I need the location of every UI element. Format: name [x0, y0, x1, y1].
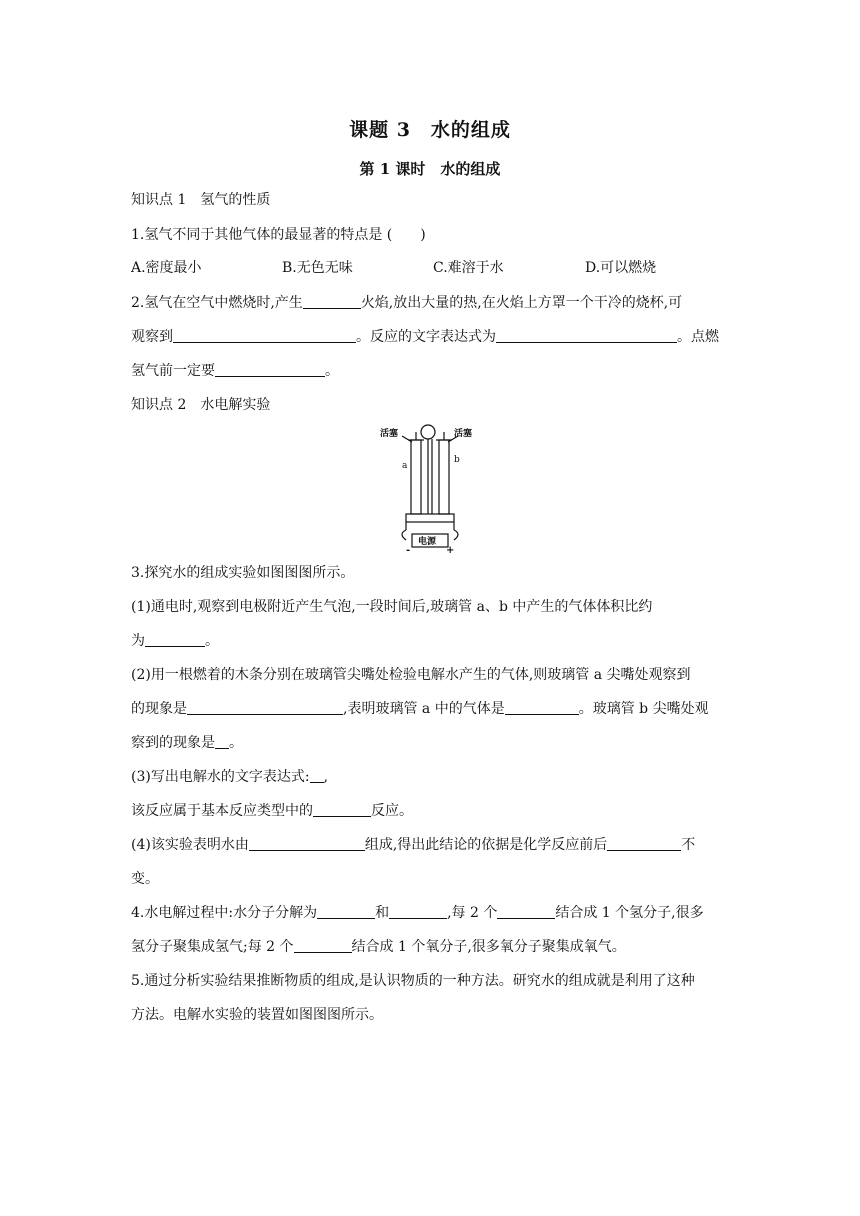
figure-label-tube-b: b — [454, 455, 460, 465]
q3-text: 不 — [681, 837, 696, 853]
answer-blank[interactable] — [505, 700, 579, 715]
answer-blank[interactable] — [313, 802, 371, 817]
q3-text: , — [323, 769, 329, 785]
apparatus-drawing — [402, 425, 458, 547]
q4-text: 结合成 1 个氢分子,很多 — [555, 905, 704, 921]
q2-text: 观察到 — [131, 329, 173, 345]
question-3-stem: 3.探究水的组成实验如图图图所示。 — [131, 565, 355, 581]
q3-text: 察到的现象是 — [131, 735, 215, 751]
answer-blank[interactable] — [249, 836, 365, 851]
q3-part-2-line-3 — [131, 734, 243, 752]
q4-text: 和 — [375, 905, 390, 921]
answer-blank[interactable] — [317, 904, 375, 919]
q3-text: 。玻璃管 b 尖嘴处观 — [578, 701, 709, 717]
question-5-line-2: 方法。电解水实验的装置如图图图所示。 — [131, 1007, 383, 1023]
question-2-line-3 — [131, 362, 339, 380]
q1-option-c: C.难溶于水 — [433, 260, 504, 276]
answer-blank[interactable] — [389, 904, 447, 919]
page-title: 课题 3 水的组成 — [349, 119, 511, 141]
answer-blank[interactable] — [310, 768, 324, 783]
q3-part-1-line-2 — [131, 632, 219, 650]
q4-text: 4.水电解过程中:水分子分解为 — [131, 905, 318, 921]
section-heading-hydrogen: 知识点 1 氢气的性质 — [131, 192, 271, 208]
page-subtitle: 第 1 课时 水的组成 — [359, 160, 501, 178]
q1-option-a: A.密度最小 — [131, 260, 202, 276]
answer-blank[interactable] — [607, 836, 681, 851]
q2-text: 氢气前一定要 — [131, 363, 215, 379]
q3-text: 。 — [229, 735, 243, 751]
q2-text: 。 — [325, 363, 339, 379]
figure-label-stopcock-left: 活塞 — [380, 429, 399, 439]
answer-blank[interactable] — [187, 700, 343, 715]
q3-text: 。 — [205, 633, 219, 649]
q3-text: (3)写出电解水的文字表达式: — [131, 769, 310, 785]
q3-part-1-line-1: (1)通电时,观察到电极附近产生气泡,一段时间后,玻璃管 a、b 中产生的气体体积比约 — [131, 599, 653, 615]
q3-part-2-line-1: (2)用一根燃着的木条分别在玻璃管尖嘴处检验电解水产生的气体,则玻璃管 a 尖嘴处观察到 — [131, 667, 691, 683]
figure-label-tube-a: a — [402, 461, 408, 471]
electrolysis-apparatus-figure — [376, 422, 476, 554]
q4-text: 氢分子聚集成氢气;每 2 个 — [131, 939, 294, 955]
q2-text: 2.氢气在空气中燃烧时,产生 — [131, 295, 303, 311]
figure-label-negative: - — [406, 545, 411, 554]
q2-text: 火焰,放出大量的热,在火焰上方罩一个干冷的烧杯,可 — [360, 295, 683, 311]
q3-text: 的现象是 — [131, 701, 187, 717]
q3-part-4-line-1 — [131, 836, 695, 854]
figure-label-stopcock-right: 活塞 — [454, 429, 473, 439]
q4-text: 结合成 1 个氧分子,很多氧分子聚集成氧气。 — [351, 939, 626, 955]
q3-part-2-line-2 — [131, 700, 709, 718]
q3-text: ,表明玻璃管 a 中的气体是 — [343, 701, 505, 717]
figure-label-positive: + — [446, 545, 455, 554]
q3-part-3-line-2 — [131, 802, 413, 820]
q2-text: 。反应的文字表达式为 — [356, 329, 496, 345]
q3-text: 为 — [131, 633, 145, 649]
question-4-line-2 — [131, 938, 626, 956]
answer-blank[interactable] — [497, 904, 555, 919]
answer-blank[interactable] — [215, 362, 325, 377]
q1-option-d: D.可以燃烧 — [585, 260, 657, 276]
section-heading-electrolysis: 知识点 2 水电解实验 — [131, 397, 271, 413]
q2-text: 。点燃 — [677, 329, 719, 345]
q3-text: 反应。 — [371, 803, 413, 819]
question-4-line-1 — [131, 904, 704, 922]
q3-text: 该反应属于基本反应类型中的 — [131, 803, 313, 819]
q3-text: 组成,得出此结论的依据是化学反应前后 — [364, 837, 608, 853]
answer-blank[interactable] — [145, 632, 205, 647]
question-1-stem: 1.氢气不同于其他气体的最显著的特点是 ( ) — [131, 227, 426, 243]
answer-blank[interactable] — [303, 294, 361, 309]
q4-text: ,每 2 个 — [447, 905, 498, 921]
q1-option-b: B.无色无味 — [282, 260, 353, 276]
answer-blank[interactable] — [294, 938, 352, 953]
answer-blank[interactable] — [173, 328, 356, 343]
q3-part-3-line-1 — [131, 768, 328, 786]
question-2-line-1 — [131, 294, 682, 312]
q3-part-4-line-2: 变。 — [131, 871, 159, 887]
q3-text: (4)该实验表明水由 — [131, 837, 249, 853]
figure-label-power: 电源 — [418, 537, 437, 547]
question-2-line-2 — [131, 328, 719, 346]
question-5-line-1: 5.通过分析实验结果推断物质的组成,是认识物质的一种方法。研究水的组成就是利用了这种 — [131, 973, 695, 989]
answer-blank[interactable] — [496, 328, 677, 343]
answer-blank[interactable] — [215, 734, 229, 749]
